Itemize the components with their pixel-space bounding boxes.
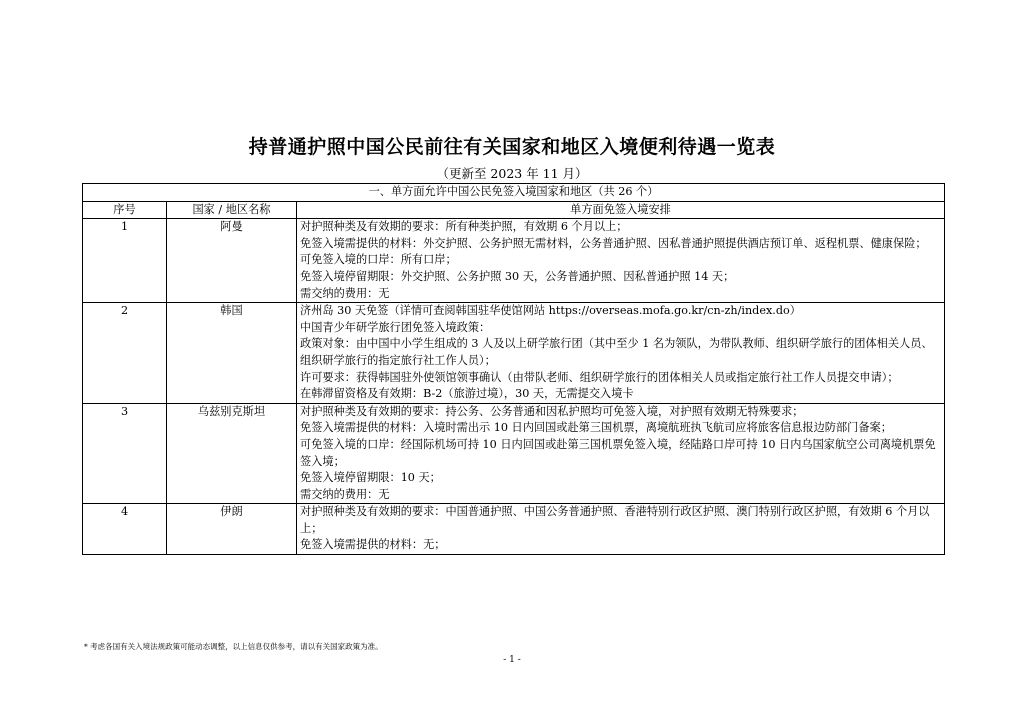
row-index: 1 xyxy=(83,219,167,303)
footnote: * 考虑各国有关入境法规政策可能动态调整，以上信息仅供参考，请以有关国家政策为准。 xyxy=(84,642,383,651)
arrangement-line: 免签入境需提供的材料：无； xyxy=(300,538,446,552)
arrangement-line: 免签入境需提供的材料：外交护照、公务护照无需材料，公务普通护照、因私普通护照提供酒店预订单、返程机票、健康保险； xyxy=(300,236,927,250)
page-number: - 1 - xyxy=(503,655,521,665)
arrangement-line: 需交纳的费用：无 xyxy=(300,286,390,300)
visa-table xyxy=(82,183,945,555)
row-arrangement xyxy=(297,303,945,404)
arrangement-line: 可免签入境的口岸：所有口岸； xyxy=(300,253,457,267)
arrangement-line: 对护照种类及有效期的要求：中国普通护照、中国公务普通护照、香港特别行政区护照、澳门特别行政区护照，有效期 6 个月以上； xyxy=(300,505,930,535)
section-header-row xyxy=(83,184,945,202)
arrangement-line: 免签入境停留期限：10 天； xyxy=(300,471,441,485)
arrangement-line: 中国青少年研学旅行团免签入境政策： xyxy=(300,320,491,334)
document-subtitle: （更新至 2023 年 11 月） xyxy=(436,166,588,181)
column-header-row xyxy=(83,201,945,219)
row-arrangement xyxy=(297,219,945,303)
arrangement-line: 需交纳的费用：无 xyxy=(300,487,390,501)
row-country: 韩国 xyxy=(167,303,297,404)
row-country: 乌兹别克斯坦 xyxy=(167,403,297,504)
row-country: 阿曼 xyxy=(167,219,297,303)
arrangement-line: 济州岛 30 天免签（详情可查阅韩国驻华使馆网站 https://overseas.mofa.go.kr/cn-zh/index.do） xyxy=(300,304,801,318)
arrangement-line: 在韩滞留资格及有效期：B-2（旅游过境），30 天，无需提交入境卡 xyxy=(300,387,634,401)
row-index: 3 xyxy=(83,403,167,504)
table-row xyxy=(83,303,945,404)
row-arrangement xyxy=(297,403,945,504)
row-country: 伊朗 xyxy=(167,504,297,555)
row-arrangement xyxy=(297,504,945,555)
arrangement-line: 对护照种类及有效期的要求：所有种类护照，有效期 6 个月以上； xyxy=(300,220,628,234)
arrangement-line: 免签入境需提供的材料：入境时需出示 10 日内回国或赴第三国机票，离境航班执飞航司应将旅客信息报边防部门备案； xyxy=(300,421,892,435)
arrangement-line: 可免签入境的口岸：经国际机场可持 10 日内回国或赴第三国机票免签入境，经陆路口岸可持 10 日内乌国家航空公司离境机票免签入境； xyxy=(300,437,936,468)
document-title: 持普通护照中国公民前往有关国家和地区入境便利待遇一览表 xyxy=(248,136,776,158)
arrangement-line: 对护照种类及有效期的要求：持公务、公务普通和因私护照均可免签入境，对护照有效期无特殊要求； xyxy=(300,404,804,418)
table-row xyxy=(83,403,945,504)
row-index: 4 xyxy=(83,504,167,555)
table-row xyxy=(83,219,945,303)
arrangement-line: 免签入境停留期限：外交护照、公务护照 30 天，公务普通护照、因私普通护照 14 天； xyxy=(300,269,735,283)
column-header-country: 国家 / 地区名称 xyxy=(167,201,297,219)
arrangement-line: 政策对象：由中国中小学生组成的 3 人及以上研学旅行团（其中至少 1 名为领队，为带队教师、组织研学旅行的团体相关人员、组织研学旅行的指定旅行社工作人员）； xyxy=(300,337,933,367)
arrangement-line: 许可要求：获得韩国驻外使领馆领事确认（由带队老师、组织研学旅行的团体相关人员或指定旅行社工作人员提交申请）； xyxy=(300,370,899,384)
table-row xyxy=(83,504,945,555)
row-index: 2 xyxy=(83,303,167,404)
column-header-index: 序号 xyxy=(83,201,167,219)
section-header: 一、单方面允许中国公民免签入境国家和地区（共 26 个） xyxy=(83,184,945,202)
column-header-arrangement: 单方面免签入境安排 xyxy=(297,201,945,219)
